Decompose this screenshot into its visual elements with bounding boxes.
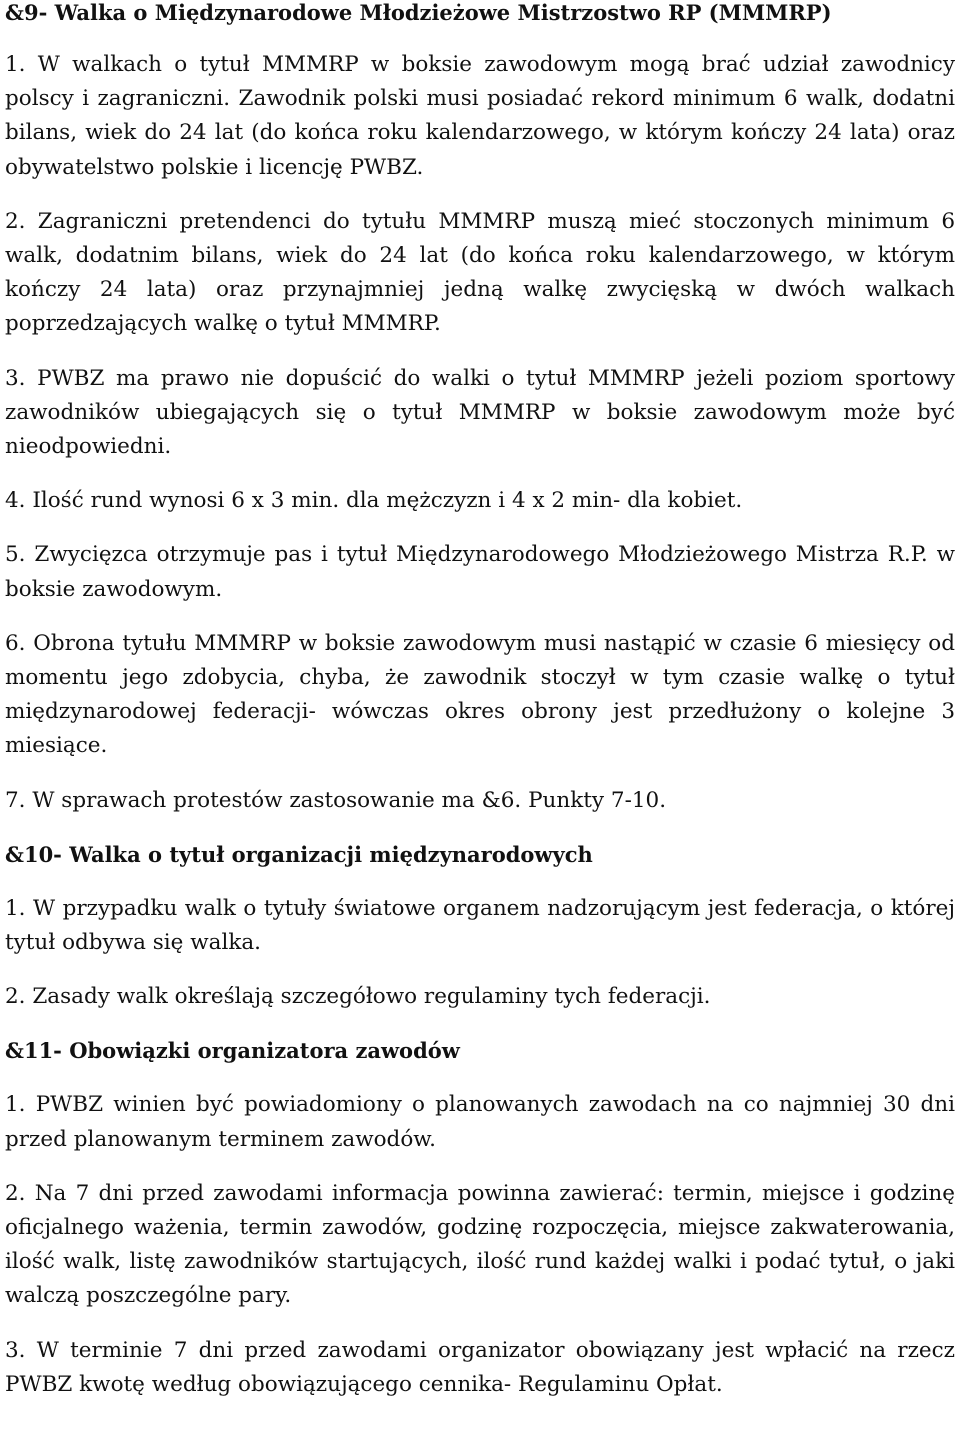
- section-10-paragraph-2: 2. Zasady walk określają szczegółowo regulaminy tych federacji.: [5, 984, 711, 1010]
- section-11-paragraph-2: 2. Na 7 dni przed zawodami informacja powinna zawierać: termin, miejsce i godzinę oficjalnego ważenia, termin zawodów, godzinę rozpoczęcia, miejsce zakwaterowania, ilość walk, listę zawodników startujących, ilość rund każdej walki i podać tytuł, o jaki walczą poszczególne pary.: [5, 1180, 955, 1309]
- section-9-paragraph-1: 1. W walkach o tytuł MMMRP w boksie zawodowym mogą brać udział zawodnicy polscy i zagraniczni. Zawodnik polski musi posiadać rekord minimum 6 walk, dodatni bilans, wiek do 24 lat (do końca roku kalendarzowego, w którym kończy 24 lata) oraz obywatelstwo polskie i licencję PWBZ.: [5, 52, 955, 180]
- section-9-paragraph-4: 4. Ilość rund wynosi 6 x 3 min. dla mężczyzn i 4 x 2 min- dla kobiet.: [5, 488, 743, 514]
- section-9-paragraph-7: 7. W sprawach protestów zastosowanie ma &6. Punkty 7-10.: [5, 787, 667, 813]
- section-heading-11: &11- Obowiązki organizatora zawodów: [5, 1038, 460, 1064]
- section-11-paragraph-1: 1. PWBZ winien być powiadomiony o planowanych zawodach na co najmniej 30 dni przed planowanym terminem zawodów.: [5, 1092, 955, 1152]
- section-heading-9: &9- Walka o Międzynarodowe Młodzieżowe Mistrzostwo RP (MMMRP): [5, 0, 832, 25]
- section-9-paragraph-2: 2. Zagraniczni pretendenci do tytułu MMMRP muszą mieć stoczonych minimum 6 walk, dodatnim bilans, wiek do 24 lat (do końca roku kalendarzowego, w którym kończy 24 lata) oraz przynajmniej jedną walkę zwycięską w dwóch walkach poprzedzających walkę o tytuł MMMRP.: [5, 208, 955, 337]
- section-heading-10: &10- Walka o tytuł organizacji międzynarodowych: [5, 841, 593, 867]
- section-9-paragraph-5: 5. Zwycięzca otrzymuje pas i tytuł Międzynarodowego Młodzieżowego Mistrza R.P. w boksie zawodowym.: [5, 542, 955, 602]
- section-9-paragraph-3: 3. PWBZ ma prawo nie dopuścić do walki o tytuł MMMRP jeżeli poziom sportowy zawodników ubiegających się o tytuł MMMRP w boksie zawodowym może być nieodpowiedni.: [5, 365, 955, 460]
- section-10-paragraph-1: 1. W przypadku walk o tytuły światowe organem nadzorującym jest federacja, o której tytuł odbywa się walka.: [5, 895, 955, 956]
- section-9-paragraph-6: 6. Obrona tytułu MMMRP w boksie zawodowym musi nastąpić w czasie 6 miesięcy od momentu jego zdobycia, chyba, że zawodnik stoczył w tym czasie walkę o tytuł międzynarodowej federacji- wówczas okres obrony jest przedłużony o kolejne 3 miesiące.: [5, 630, 955, 759]
- section-11-paragraph-3: 3. W terminie 7 dni przed zawodami organizator obowiązany jest wpłacić na rzecz PWBZ kwotę według obowiązującego cennika- Regulaminu Opłat.: [5, 1337, 955, 1397]
